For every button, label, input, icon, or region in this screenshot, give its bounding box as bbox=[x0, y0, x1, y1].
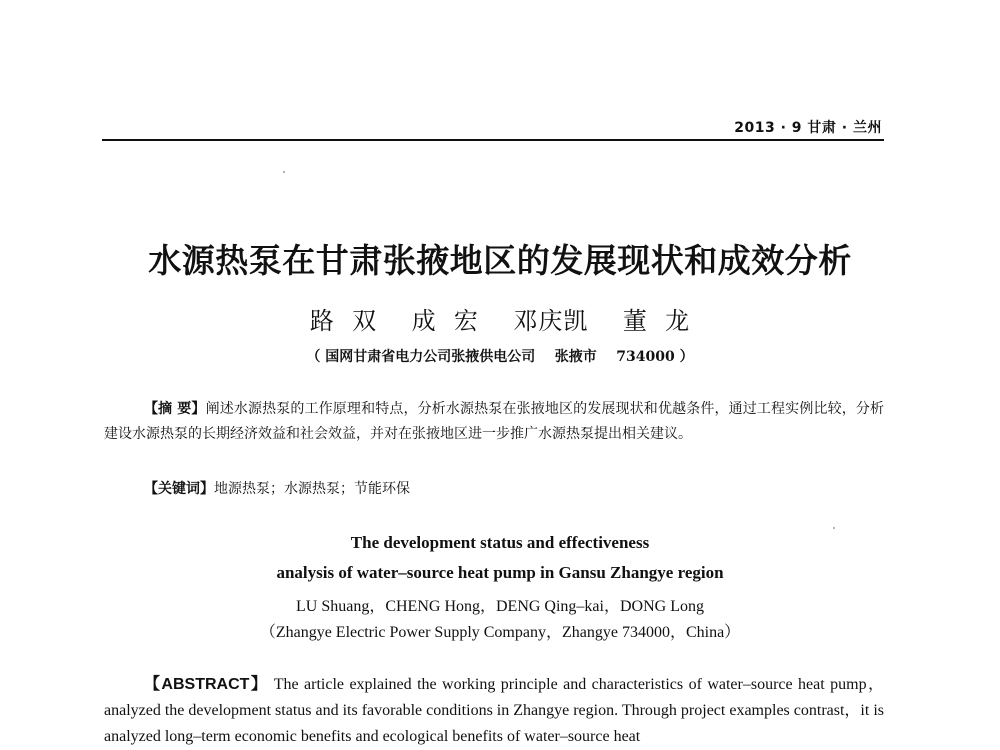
abstract-en-text: The article explained the working principle and characteristics of water–source heat pump，analyzed the development status and its favorable conditions in Zhangye region. Through project examples contrast，it is analyzed long–term economic benefits and ecological benefits of water–source heat bbox=[104, 676, 885, 745]
paper-title-en-line1: The development status and effectiveness bbox=[350, 533, 650, 552]
keywords-cn-label: 【关键词】 bbox=[144, 481, 214, 497]
keywords-cn bbox=[144, 478, 410, 498]
affiliation-cn: （ 国网甘肃省电力公司张掖供电公司 张掖市 734000 ） bbox=[306, 349, 694, 365]
authors-cn bbox=[0, 301, 1000, 336]
author-cn: 董 龙 bbox=[622, 307, 691, 335]
affiliation-en: （Zhangye Electric Power Supply Company，Zhangye 734000，China） bbox=[259, 624, 741, 641]
abstract-en-label: 【ABSTRACT】 bbox=[144, 676, 269, 693]
author-cn: 成 宏 bbox=[411, 307, 479, 335]
abstract-cn-label: 【摘 要】 bbox=[144, 401, 206, 417]
journal-header bbox=[734, 117, 882, 137]
paper-title-en-line2: analysis of water–source heat pump in Gansu Zhangye region bbox=[276, 563, 724, 582]
header-location: 甘肃 · 兰州 bbox=[807, 120, 882, 136]
abstract-en bbox=[104, 672, 884, 750]
abstract-cn-text: 阐述水源热泵的工作原理和特点，分析水源热泵在张掖地区的发展现状和优越条件，通过工程实例比较，分析建设水源热泵的长期经济效益和社会效益，并对在张掖地区进一步推广水源热泵提出相关建议。 bbox=[104, 401, 884, 442]
scan-speck bbox=[283, 171, 285, 173]
scan-speck bbox=[833, 527, 835, 529]
author-cn: 邓庆凯 bbox=[513, 307, 589, 335]
header-date: 2013 · 9 bbox=[734, 120, 803, 136]
authors-en: LU Shuang，CHENG Hong，DENG Qing–kai，DONG Long bbox=[296, 598, 704, 615]
abstract-cn bbox=[104, 397, 884, 447]
keywords-cn-text: 地源热泵；水源热泵；节能环保 bbox=[214, 481, 410, 497]
header-rule bbox=[102, 139, 884, 141]
author-cn: 路 双 bbox=[309, 307, 378, 335]
paper-title-cn: 水源热泵在甘肃张掖地区的发展现状和成效分析 bbox=[148, 241, 852, 280]
